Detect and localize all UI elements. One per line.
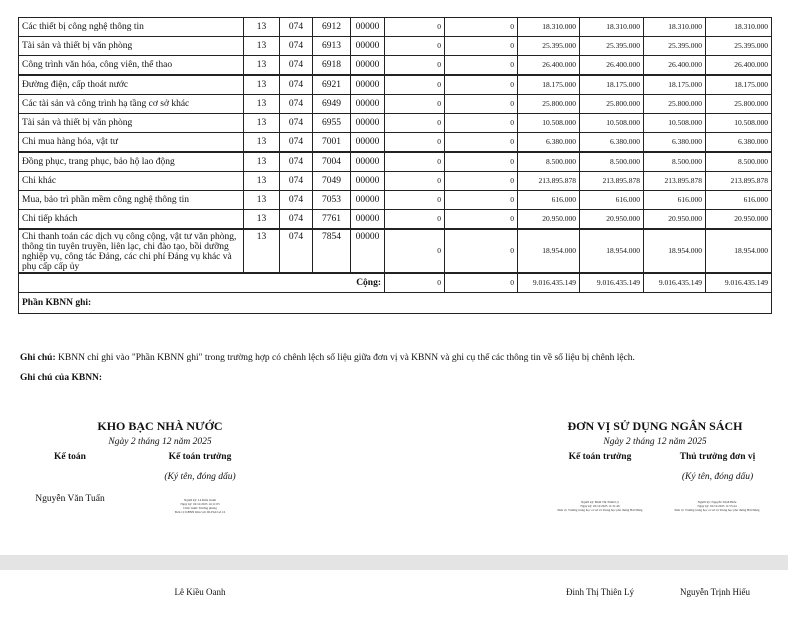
amount-4: 18.310.000: [580, 18, 644, 37]
kbnn-note-label: Ghi chú của KBNN:: [20, 373, 103, 383]
stamp-line: Đơn vị: Trường trung học cơ sở và Trung học phổ thông Hải Đông: [674, 508, 760, 512]
note-label: Ghi chú:: [20, 353, 56, 363]
stamp-line: Ngày ký: 02/12/2025 11:31:46: [580, 504, 620, 508]
treasury-accountant-role: Kế toán: [54, 452, 86, 462]
amount-6: 25.395.000: [706, 37, 772, 56]
sector-code: 074: [280, 229, 313, 273]
treasury-digital-signature: [160, 498, 240, 514]
note-text: KBNN chỉ ghi vào "Phần KBNN ghi" trong trường hợp có chênh lệch số liệu giữa đơn vị và KBNN và ghi cụ thể các thông tin về số liệu bị chênh lệch.: [55, 353, 635, 363]
amount-4: 8.500.000: [580, 152, 644, 172]
table-row: [19, 210, 772, 230]
treasury-chief-role: Kế toán trưởng: [168, 452, 232, 462]
sector-code: 074: [280, 56, 313, 76]
amount-2: 0: [445, 210, 518, 230]
row-description: Các thiết bị công nghệ thông tin: [19, 18, 244, 37]
sector-code: 074: [280, 114, 313, 133]
chapter-code: 13: [244, 37, 280, 56]
total-amount-3: 9.016.435.149: [518, 273, 580, 293]
amount-5: 10.508.000: [644, 114, 706, 133]
amount-3: 6.380.000: [518, 133, 580, 153]
program-code: 00000: [351, 95, 385, 114]
amount-3: 18.175.000: [518, 75, 580, 95]
total-amount-4: 9.016.435.149: [580, 273, 644, 293]
table-row: [19, 56, 772, 76]
stamp-line: Người ký: Đinh Thị Thiên Lý: [581, 500, 619, 504]
amount-3: 20.950.000: [518, 210, 580, 230]
amount-2: 0: [445, 37, 518, 56]
chapter-code: 13: [244, 210, 280, 230]
program-code: 00000: [351, 37, 385, 56]
table-row: [19, 95, 772, 114]
chapter-code: 13: [244, 114, 280, 133]
amount-5: 20.950.000: [644, 210, 706, 230]
item-code: 7049: [313, 172, 351, 191]
amount-6: 616.000: [706, 191, 772, 210]
amount-6: 18.175.000: [706, 75, 772, 95]
chapter-code: 13: [244, 75, 280, 95]
amount-4: 6.380.000: [580, 133, 644, 153]
amount-6: 8.500.000: [706, 152, 772, 172]
kbnn-note: [20, 373, 102, 383]
amount-1: 0: [385, 133, 445, 153]
amount-6: 26.400.000: [706, 56, 772, 76]
budget-unit-date: Ngày 2 tháng 12 năm 2025: [603, 437, 707, 447]
amount-5: 26.400.000: [644, 56, 706, 76]
amount-6: 6.380.000: [706, 133, 772, 153]
chapter-code: 13: [244, 56, 280, 76]
program-code: 00000: [351, 229, 385, 273]
row-description: Đường điện, cấp thoát nước: [19, 75, 244, 95]
amount-1: 0: [385, 75, 445, 95]
stamp-line: Ngày ký: 02/12/2025 14:11:05: [180, 502, 220, 506]
amount-6: 18.954.000: [706, 229, 772, 273]
kbnn-row: [19, 293, 772, 314]
total-amount-1: 0: [385, 273, 445, 293]
treasury-sign-hint: (Ký tên, đóng dấu): [164, 472, 236, 482]
amount-4: 25.395.000: [580, 37, 644, 56]
amount-2: 0: [445, 75, 518, 95]
amount-1: 0: [385, 37, 445, 56]
amount-6: 213.895.878: [706, 172, 772, 191]
amount-3: 10.508.000: [518, 114, 580, 133]
treasury-accountant-name: Nguyễn Văn Tuấn: [35, 494, 105, 504]
amount-1: 0: [385, 229, 445, 273]
page-separator: [0, 555, 788, 570]
row-description: Tài sản và thiết bị văn phòng: [19, 37, 244, 56]
amount-5: 18.954.000: [644, 229, 706, 273]
amount-2: 0: [445, 152, 518, 172]
amount-4: 26.400.000: [580, 56, 644, 76]
amount-3: 213.895.878: [518, 172, 580, 191]
amount-2: 0: [445, 18, 518, 37]
sector-code: 074: [280, 210, 313, 230]
stamp-line: Người ký: Nguyễn Trịnh Hiếu: [697, 500, 737, 504]
amount-2: 0: [445, 229, 518, 273]
total-row: [19, 273, 772, 293]
program-code: 00000: [351, 75, 385, 95]
amount-6: 10.508.000: [706, 114, 772, 133]
amount-6: 20.950.000: [706, 210, 772, 230]
amount-2: 0: [445, 114, 518, 133]
amount-1: 0: [385, 172, 445, 191]
amount-1: 0: [385, 95, 445, 114]
item-code: 7001: [313, 133, 351, 153]
sector-code: 074: [280, 191, 313, 210]
item-code: 7761: [313, 210, 351, 230]
stamp-line: Đơn vị: Trường trung học cơ sở và Trung học phổ thông Hải Đông: [557, 508, 643, 512]
total-amount-2: 0: [445, 273, 518, 293]
amount-3: 25.395.000: [518, 37, 580, 56]
table-row: [19, 37, 772, 56]
sector-code: 074: [280, 75, 313, 95]
amount-3: 616.000: [518, 191, 580, 210]
amount-5: 6.380.000: [644, 133, 706, 153]
stamp-line: Chức danh: Trưởng phòng: [183, 506, 217, 510]
chapter-code: 13: [244, 191, 280, 210]
row-description: Công trình văn hóa, công viên, thể thao: [19, 56, 244, 76]
budget-chief-accountant-role: Kế toán trưởng: [568, 452, 632, 462]
amount-4: 25.800.000: [580, 95, 644, 114]
program-code: 00000: [351, 18, 385, 37]
row-description: Chi mua hàng hóa, vật tư: [19, 133, 244, 153]
item-code: 6949: [313, 95, 351, 114]
signer-name-dinh-thi-thien-ly: Đinh Thị Thiên Lý: [566, 587, 634, 597]
amount-5: 213.895.878: [644, 172, 706, 191]
item-code: 6955: [313, 114, 351, 133]
amount-4: 18.175.000: [580, 75, 644, 95]
program-code: 00000: [351, 114, 385, 133]
program-code: 00000: [351, 56, 385, 76]
sector-code: 074: [280, 37, 313, 56]
total-label: Cộng:: [19, 273, 385, 293]
budget-unit-title: ĐƠN VỊ SỬ DỤNG NGÂN SÁCH: [567, 419, 743, 433]
row-description: Chi thanh toán các dịch vụ công cộng, vật tư văn phòng, thông tin tuyên truyền, liên lạc, chi đào tạo, bồi dưỡng nghiệp vụ, công tác Đảng, các chi phí Đảng vụ khác và phụ cấp cấp ủy: [19, 229, 244, 273]
signer-name-le-kieu-oanh: Lê Kiều Oanh: [174, 587, 226, 597]
amount-2: 0: [445, 95, 518, 114]
chapter-code: 13: [244, 18, 280, 37]
row-description: Mua, bảo trì phần mềm công nghệ thông tin: [19, 191, 244, 210]
stamp-line: Người ký: Lê Kiều Oanh: [184, 498, 216, 502]
row-description: Các tài sản và công trình hạ tầng cơ sở khác: [19, 95, 244, 114]
amount-2: 0: [445, 191, 518, 210]
sector-code: 074: [280, 18, 313, 37]
amount-5: 18.175.000: [644, 75, 706, 95]
chapter-code: 13: [244, 133, 280, 153]
amount-1: 0: [385, 114, 445, 133]
amount-3: 18.954.000: [518, 229, 580, 273]
amount-2: 0: [445, 172, 518, 191]
amount-3: 8.500.000: [518, 152, 580, 172]
program-code: 00000: [351, 210, 385, 230]
table-row: [19, 172, 772, 191]
amount-6: 18.310.000: [706, 18, 772, 37]
table-row: [19, 191, 772, 210]
sector-code: 074: [280, 152, 313, 172]
budget-table: [18, 17, 772, 314]
kbnn-section-label: Phần KBNN ghi:: [19, 293, 772, 314]
item-code: 6918: [313, 56, 351, 76]
amount-5: 18.310.000: [644, 18, 706, 37]
treasury-title: KHO BẠC NHÀ NƯỚC: [97, 419, 223, 433]
amount-5: 616.000: [644, 191, 706, 210]
row-description: Chi khác: [19, 172, 244, 191]
chapter-code: 13: [244, 152, 280, 172]
table-row: [19, 133, 772, 153]
signer-name-nguyen-trinh-hieu: Nguyễn Trịnh Hiếu: [679, 587, 750, 597]
amount-4: 213.895.878: [580, 172, 644, 191]
amount-3: 18.310.000: [518, 18, 580, 37]
amount-1: 0: [385, 56, 445, 76]
table-row: [19, 18, 772, 37]
item-code: 7004: [313, 152, 351, 172]
amount-4: 20.950.000: [580, 210, 644, 230]
treasury-date: Ngày 2 tháng 12 năm 2025: [108, 437, 212, 447]
item-code: 6921: [313, 75, 351, 95]
amount-5: 8.500.000: [644, 152, 706, 172]
row-description: Tài sản và thiết bị văn phòng: [19, 114, 244, 133]
table-row: [19, 75, 772, 95]
amount-4: 18.954.000: [580, 229, 644, 273]
total-amount-6: 9.016.435.149: [706, 273, 772, 293]
chapter-code: 13: [244, 172, 280, 191]
amount-5: 25.800.000: [644, 95, 706, 114]
item-code: 6913: [313, 37, 351, 56]
amount-5: 25.395.000: [644, 37, 706, 56]
item-code: 7053: [313, 191, 351, 210]
item-code: 7854: [313, 229, 351, 273]
amount-2: 0: [445, 56, 518, 76]
stamp-line: Ngày ký: 02/12/2025 11:55:44: [697, 504, 737, 508]
total-amount-5: 9.016.435.149: [644, 273, 706, 293]
amount-1: 0: [385, 152, 445, 172]
stamp-line: Đơn vị: KBNN Khu vực III-PGD số 16: [174, 510, 226, 514]
program-code: 00000: [351, 152, 385, 172]
amount-6: 25.800.000: [706, 95, 772, 114]
amount-1: 0: [385, 210, 445, 230]
head-digital-signature: [662, 500, 772, 512]
budget-head-role: Thủ trưởng đơn vị: [679, 452, 756, 462]
table-row: [19, 229, 772, 273]
amount-2: 0: [445, 133, 518, 153]
sector-code: 074: [280, 95, 313, 114]
amount-1: 0: [385, 18, 445, 37]
chapter-code: 13: [244, 95, 280, 114]
amount-1: 0: [385, 191, 445, 210]
amount-3: 26.400.000: [518, 56, 580, 76]
table-row: [19, 114, 772, 133]
program-code: 00000: [351, 133, 385, 153]
budget-sign-hint: (Ký tên, đóng dấu): [681, 472, 754, 482]
note-line: [20, 353, 635, 363]
row-description: Đồng phục, trang phục, bảo hộ lao động: [19, 152, 244, 172]
chapter-code: 13: [244, 229, 280, 273]
chief-accountant-digital-signature: [545, 500, 655, 512]
sector-code: 074: [280, 172, 313, 191]
row-description: Chi tiếp khách: [19, 210, 244, 230]
amount-4: 616.000: [580, 191, 644, 210]
program-code: 00000: [351, 172, 385, 191]
sector-code: 074: [280, 133, 313, 153]
item-code: 6912: [313, 18, 351, 37]
table-row: [19, 152, 772, 172]
amount-3: 25.800.000: [518, 95, 580, 114]
next-page: [0, 570, 788, 630]
amount-4: 10.508.000: [580, 114, 644, 133]
program-code: 00000: [351, 191, 385, 210]
